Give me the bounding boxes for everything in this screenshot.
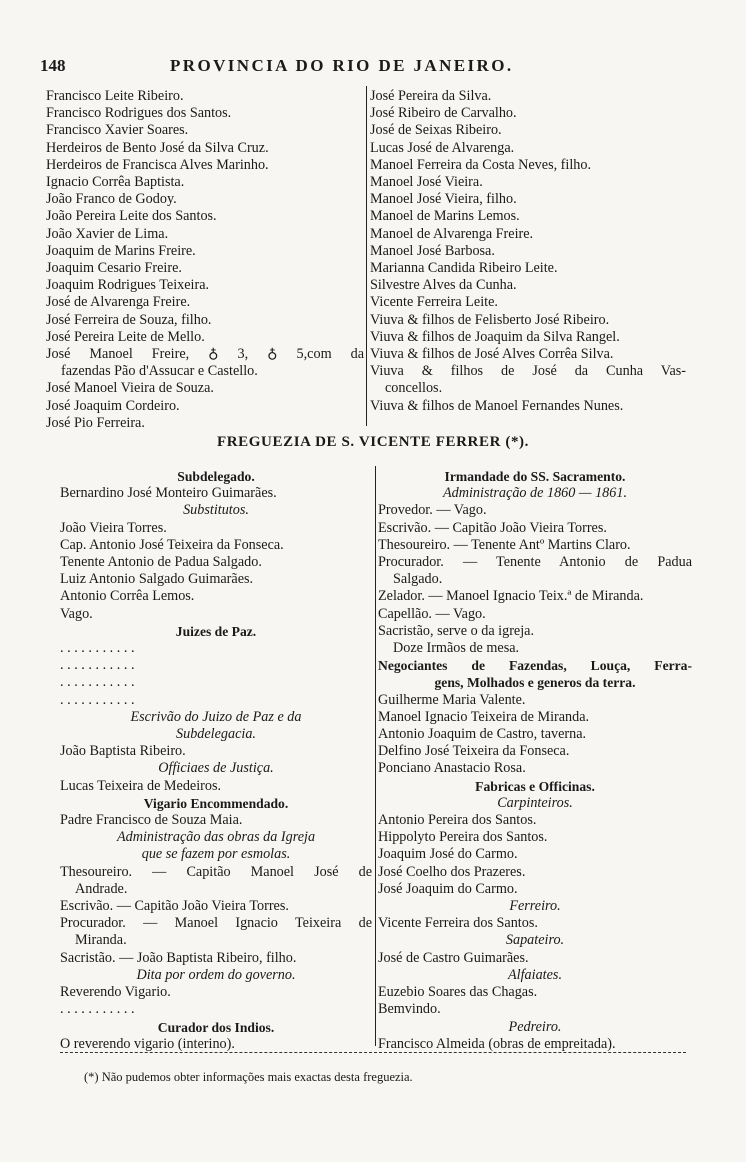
escrivao-line: Escrivão. — Capitão João Vieira Torres. bbox=[378, 519, 607, 536]
list-item: Vicente Ferreira Leite. bbox=[370, 294, 498, 311]
curador-heading: Curador dos Indios. bbox=[157, 1019, 275, 1035]
carpinteiros-list bbox=[378, 812, 692, 898]
list-item: Viuva & filhos de José da Cunha Vas- bbox=[370, 363, 686, 380]
list-item: Joaquim de Marins Freire. bbox=[46, 242, 196, 259]
list-item: Francisco Leite Ribeiro. bbox=[46, 88, 184, 104]
list-item: José Manoel Freire, ♁ 3, ♁ 5,com da bbox=[46, 346, 364, 363]
list-item: João Pereira Leite dos Santos. bbox=[46, 208, 217, 225]
thesoureiro-line: Thesoureiro. — Capitão Manoel José de bbox=[60, 863, 372, 880]
dots-row: . . . . . . . . . . . bbox=[60, 1001, 135, 1018]
substitutos-heading: Substitutos. bbox=[183, 502, 249, 519]
negociantes-list bbox=[378, 692, 692, 778]
dita-heading: Dita por ordem do governo. bbox=[136, 966, 296, 983]
capellao-line: Capellão. — Vago. bbox=[378, 605, 486, 622]
list-item-continuation: concellos. bbox=[385, 380, 443, 397]
list-item: Manoel de Marins Lemos. bbox=[370, 208, 520, 225]
list-item: Antonio Joaquim de Castro, taverna. bbox=[378, 726, 587, 743]
list-item: José Joaquim Cordeiro. bbox=[46, 397, 180, 414]
top-left-name-list bbox=[46, 88, 364, 346]
administracao-heading: Administração de 1860 — 1861. bbox=[442, 485, 628, 502]
list-item: João Vieira Torres. bbox=[60, 519, 167, 536]
subdelegado-name: Bernardino José Monteiro Guimarães. bbox=[60, 485, 277, 502]
pedreiro-heading: Pedreiro. bbox=[508, 1018, 562, 1035]
column-divider-top bbox=[366, 86, 367, 426]
thesoureiro-line: Thesoureiro. — Tenente Antº Martins Claro. bbox=[378, 536, 631, 553]
list-item: Ponciano Anastacio Rosa. bbox=[378, 760, 526, 777]
escrivao-line: Escrivão. — Capitão João Vieira Torres. bbox=[60, 898, 289, 915]
list-item: José Ribeiro de Carvalho. bbox=[370, 105, 517, 122]
irmandade-heading: Irmandade do SS. Sacramento. bbox=[444, 469, 626, 484]
list-item: José Ferreira de Souza, filho. bbox=[46, 311, 212, 328]
list-item: José Coelho dos Prazeres. bbox=[378, 863, 526, 880]
fabricas-heading: Fabricas e Officinas. bbox=[475, 778, 595, 794]
top-left-column bbox=[46, 88, 364, 432]
list-item: Silvestre Alves da Cunha. bbox=[370, 277, 517, 294]
doze-line: Doze Irmãos de mesa. bbox=[393, 640, 520, 657]
escrivao-juizo-heading: Escrivão do Juizo de Paz e da bbox=[130, 708, 302, 725]
list-item: Cap. Antonio José Teixeira da Fonseca. bbox=[60, 536, 284, 553]
list-item: Manoel José Vieira. bbox=[370, 174, 483, 191]
list-item: Viuva & filhos de Felisberto José Ribeiro. bbox=[370, 311, 610, 328]
procurador-line: Procurador. — Manoel Ignacio Teixeira de bbox=[60, 915, 372, 932]
list-item-continuation: fazendas Pão d'Assucar e Castello. bbox=[61, 363, 258, 380]
bottom-right-column bbox=[378, 468, 692, 1053]
top-right-name-list bbox=[370, 88, 686, 363]
column-divider-bottom bbox=[375, 466, 376, 1046]
list-item: Marianna Candida Ribeiro Leite. bbox=[370, 260, 558, 277]
list-item: Herdeiros de Francisca Alves Marinho. bbox=[46, 156, 269, 173]
list-item: Manoel Ignacio Teixeira de Miranda. bbox=[378, 708, 590, 725]
list-item: Herdeiros de Bento José da Silva Cruz. bbox=[46, 139, 269, 156]
dots-row: . . . . . . . . . . . bbox=[60, 674, 135, 691]
list-item: Francisco Rodrigues dos Santos. bbox=[46, 105, 232, 122]
reverendo-line: Reverendo Vigario. bbox=[60, 984, 171, 1001]
list-item: José Pereira Leite de Mello. bbox=[46, 328, 205, 345]
negociantes-heading: Negociantes de Fazendas, Louça, Ferra- bbox=[378, 658, 692, 674]
sacristao-line: Sacristão. — João Baptista Ribeiro, filho. bbox=[60, 949, 297, 966]
dots-row: . . . . . . . . . . . bbox=[60, 691, 135, 708]
vigario-heading: Vigario Encommendado. bbox=[143, 795, 289, 811]
subdelegado-heading: Subdelegado. bbox=[177, 469, 255, 484]
sapateiro-name: José de Castro Guimarães. bbox=[378, 949, 529, 966]
list-item: João Franco de Godoy. bbox=[46, 191, 177, 208]
negociantes-heading-cont: gens, Molhados e generos da terra. bbox=[434, 675, 636, 691]
officiaes-heading: Officiaes de Justiça. bbox=[158, 760, 274, 777]
list-item: Francisco Xavier Soares. bbox=[46, 122, 189, 139]
running-title: PROVINCIA DO RIO DE JANEIRO. bbox=[170, 56, 514, 75]
list-item: Viuva & filhos de José Alves Corrêa Silva. bbox=[370, 346, 614, 363]
list-item: Antonio Pereira dos Santos. bbox=[378, 812, 537, 829]
sacristao-line: Sacristão, serve o da igreja. bbox=[378, 622, 535, 639]
list-item: Vago. bbox=[60, 605, 93, 622]
list-item: Joaquim José do Carmo. bbox=[378, 846, 518, 863]
list-item: José Manoel Vieira de Souza. bbox=[46, 380, 214, 397]
bottom-left-column bbox=[60, 468, 372, 1053]
officiaes-name: Lucas Teixeira de Medeiros. bbox=[60, 777, 222, 794]
zelador-line: Zelador. — Manoel Ignacio Teix.ª de Miranda. bbox=[378, 588, 644, 605]
procurador-line-cont: Salgado. bbox=[393, 571, 443, 588]
page-header bbox=[40, 56, 700, 80]
list-item: José de Alvarenga Freire. bbox=[46, 294, 191, 311]
section-title: FREGUEZIA DE S. VICENTE FERRER (*). bbox=[216, 434, 530, 450]
carpinteiros-heading: Carpinteiros. bbox=[497, 794, 573, 811]
list-item: Antonio Corrêa Lemos. bbox=[60, 588, 195, 605]
administracao-heading-cont: que se fazem por esmolas. bbox=[141, 846, 291, 863]
dots-row: . . . . . . . . . . . bbox=[60, 640, 135, 657]
procurador-line: Procurador. — Tenente Antonio de Padua bbox=[378, 554, 692, 571]
list-item: Guilherme Maria Valente. bbox=[378, 691, 526, 708]
list-item: José Pereira da Silva. bbox=[370, 88, 492, 104]
footer-rule bbox=[60, 1052, 686, 1053]
alfaiates-list bbox=[378, 984, 692, 1018]
list-item: Manoel Ferreira da Costa Neves, filho. bbox=[370, 156, 592, 173]
dots-row: . . . . . . . . . . . bbox=[60, 657, 135, 674]
list-item: Luiz Antonio Salgado Guimarães. bbox=[60, 571, 254, 588]
list-item: José Pio Ferreira. bbox=[46, 414, 145, 431]
thesoureiro-line-cont: Andrade. bbox=[75, 880, 128, 897]
vigario-name: Padre Francisco de Souza Maia. bbox=[60, 812, 243, 829]
ferreiro-name: Vicente Ferreira dos Santos. bbox=[378, 915, 538, 932]
list-item: Manoel José Vieira, filho. bbox=[370, 191, 517, 208]
list-item: Viuva & filhos de Manoel Fernandes Nunes. bbox=[370, 397, 624, 414]
escrivao-juizo-name: João Baptista Ribeiro. bbox=[60, 743, 186, 760]
substitutos-list bbox=[60, 520, 372, 623]
list-item: Tenente Antonio de Padua Salgado. bbox=[60, 554, 262, 571]
page-number: 148 bbox=[40, 56, 66, 75]
footnote: (*) Não pudemos obter informações mais exactas desta freguezia. bbox=[84, 1070, 413, 1084]
top-right-column bbox=[370, 88, 686, 415]
list-item: Manoel José Barbosa. bbox=[370, 242, 495, 259]
procurador-line-cont: Miranda. bbox=[75, 932, 127, 949]
list-item: José Joaquim do Carmo. bbox=[378, 880, 518, 897]
list-item: Bemvindo. bbox=[378, 1001, 441, 1018]
pedreiro-name: Francisco Almeida (obras de empreitada). bbox=[378, 1035, 616, 1052]
alfaiates-heading: Alfaiates. bbox=[508, 966, 562, 983]
list-item: Viuva & filhos de Joaquim da Silva Rangel. bbox=[370, 328, 620, 345]
administracao-heading: Administração das obras da Igreja bbox=[116, 829, 316, 846]
list-item: Delfino José Teixeira da Fonseca. bbox=[378, 743, 570, 760]
list-item: Hippolyto Pereira dos Santos. bbox=[378, 829, 548, 846]
list-item: João Xavier de Lima. bbox=[46, 225, 169, 242]
list-item: Manoel de Alvarenga Freire. bbox=[370, 225, 534, 242]
top-left-name-list-after bbox=[46, 380, 364, 432]
curador-name: O reverendo vigario (interino). bbox=[60, 1035, 235, 1052]
list-item: José de Seixas Ribeiro. bbox=[370, 122, 502, 139]
list-item: Joaquim Cesario Freire. bbox=[46, 260, 182, 277]
list-item: Ignacio Corrêa Baptista. bbox=[46, 174, 185, 191]
sapateiro-heading: Sapateiro. bbox=[505, 932, 565, 949]
escrivao-juizo-heading-cont: Subdelegacia. bbox=[176, 726, 256, 743]
list-item: Lucas José de Alvarenga. bbox=[370, 139, 515, 156]
provedor-line: Provedor. — Vago. bbox=[378, 502, 487, 519]
juizes-heading: Juizes de Paz. bbox=[175, 623, 257, 639]
list-item: Euzebio Soares das Chagas. bbox=[378, 984, 538, 1001]
list-item: Joaquim Rodrigues Teixeira. bbox=[46, 277, 210, 294]
ferreiro-heading: Ferreiro. bbox=[509, 898, 561, 915]
